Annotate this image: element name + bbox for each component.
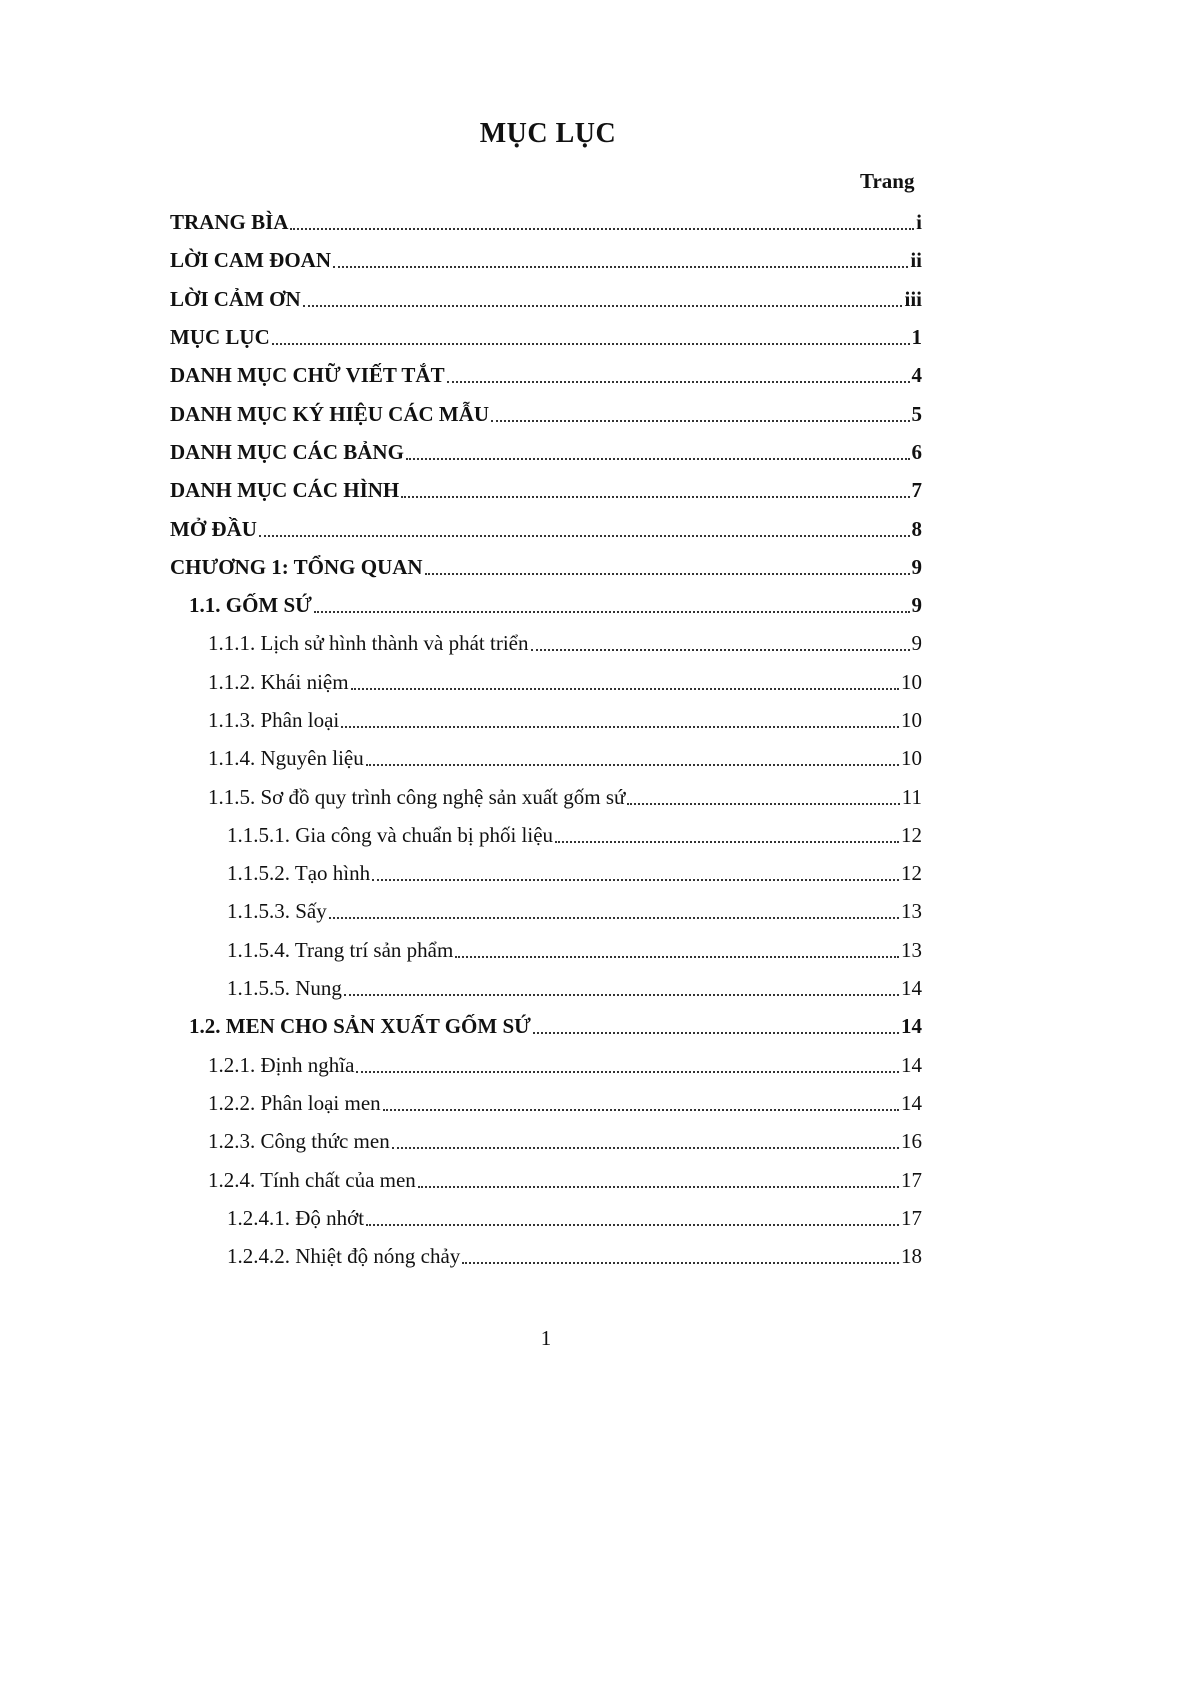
toc-entry-page: 4 — [911, 363, 922, 388]
toc-dot-leader — [351, 688, 899, 690]
toc-entry-page: 6 — [911, 439, 922, 464]
toc-entry-page: 8 — [911, 516, 922, 541]
toc-entry — [0, 624, 922, 662]
toc-entry-label: 1.2.1. Định nghĩa — [208, 1052, 355, 1077]
page-title: MỤC LỤC — [479, 118, 617, 149]
toc-entry — [0, 471, 922, 509]
toc-entry — [0, 739, 922, 777]
toc-entry-page: 13 — [901, 937, 922, 962]
toc-entry-page: iii — [904, 286, 922, 311]
toc-entry-page: 10 — [901, 708, 922, 732]
toc-entry-page: 12 — [901, 861, 922, 886]
toc-entry-page: 12 — [901, 822, 922, 847]
toc-entry-label: LỜI CẢM ƠN — [170, 286, 301, 311]
toc-dot-leader — [341, 726, 899, 728]
toc-entry — [0, 1160, 922, 1198]
toc-dot-leader — [303, 305, 903, 307]
toc-entry — [0, 854, 922, 892]
page-number: 1 — [540, 1326, 552, 1350]
toc-dot-leader — [259, 535, 910, 537]
toc-entry-page: 14 — [901, 1090, 922, 1115]
toc-entry — [0, 318, 922, 356]
toc-entry-label: 1.1.5.2. Tạo hình — [227, 861, 371, 886]
toc-entry-page: ii — [910, 248, 922, 273]
toc-entry-page: 9 — [911, 593, 922, 618]
toc-dot-leader — [401, 496, 909, 498]
toc-entry-page: 5 — [911, 401, 922, 426]
toc-entry-label: 1.1.5.4. Trang trí sản phẩm — [227, 937, 454, 962]
toc-entry — [0, 548, 922, 586]
toc-entry-page: 10 — [901, 669, 922, 694]
toc-entry — [0, 241, 922, 279]
toc-dot-leader — [447, 381, 910, 383]
toc-entry — [0, 433, 922, 471]
toc-entry — [0, 969, 922, 1007]
toc-dot-leader — [366, 764, 899, 766]
toc-entry-page: 16 — [901, 1129, 922, 1154]
toc-dot-leader — [555, 841, 899, 843]
toc-entry-page: 13 — [901, 899, 922, 924]
toc-entry-label: DANH MỤC CÁC BẢNG — [170, 439, 404, 464]
toc-entry — [0, 1122, 922, 1160]
toc-entry-label: 1.2.3. Công thức men — [208, 1129, 390, 1154]
toc-entry-page: 9 — [911, 631, 922, 656]
toc-entry — [0, 586, 922, 624]
toc-entry — [0, 509, 922, 547]
toc-entry-label: 1.1.1. Lịch sử hình thành và phát triển — [208, 631, 529, 656]
toc-entry-page: 17 — [901, 1167, 922, 1192]
toc-dot-leader — [627, 803, 899, 805]
toc-entry — [0, 280, 922, 318]
toc-entry-label: MỤC LỤC — [170, 325, 270, 350]
toc-dot-leader — [533, 1032, 899, 1034]
toc-entry — [0, 892, 922, 930]
toc-dot-leader — [425, 573, 910, 575]
toc-entry-page: i — [916, 210, 922, 235]
toc-entry-page: 9 — [911, 554, 922, 579]
toc-entry-label: CHƯƠNG 1: TỔNG QUAN — [170, 554, 423, 579]
toc-entry-label: 1.1.3. Phân loại — [208, 708, 340, 732]
toc-dot-leader — [333, 266, 908, 268]
toc-entry-page: 11 — [901, 784, 922, 809]
toc-dot-leader — [372, 879, 899, 881]
toc-entry — [0, 394, 922, 432]
toc-entry-label: 1.2.2. Phân loại men — [208, 1090, 381, 1115]
toc-entry-label: LỜI CAM ĐOAN — [170, 248, 331, 273]
toc-dot-leader — [314, 611, 910, 613]
toc-entry-label: DANH MỤC CHỮ VIẾT TẮT — [170, 363, 445, 388]
toc-dot-leader — [418, 1186, 899, 1188]
toc-entry-page: 14 — [901, 976, 922, 1001]
toc-dot-leader — [272, 343, 910, 345]
toc-entry-page: 14 — [901, 1014, 922, 1039]
toc-entry — [0, 1199, 922, 1237]
toc-entry — [0, 1007, 922, 1045]
toc-dot-leader — [344, 994, 899, 996]
toc-entry — [0, 1046, 922, 1084]
toc-entry-page: 14 — [901, 1052, 922, 1077]
toc-entry-label: 1.1.2. Khái niệm — [208, 669, 349, 694]
toc-entry-label: TRANG BÌA — [170, 210, 289, 235]
table-of-contents — [0, 203, 1192, 1275]
toc-entry-label: 1.2. MEN CHO SẢN XUẤT GỐM SỨ — [189, 1014, 531, 1039]
toc-dot-leader — [356, 1071, 899, 1073]
toc-dot-leader — [455, 956, 899, 958]
toc-entry-label: DANH MỤC KÝ HIỆU CÁC MẪU — [170, 401, 490, 426]
toc-entry — [0, 203, 922, 241]
toc-entry — [0, 777, 922, 815]
toc-entry-label: 1.1.5.3. Sấy — [227, 899, 327, 924]
toc-dot-leader — [406, 458, 910, 460]
toc-entry-page: 7 — [911, 478, 922, 503]
toc-entry-page: 1 — [911, 325, 922, 350]
toc-dot-leader — [392, 1147, 899, 1149]
toc-entry-label: DANH MỤC CÁC HÌNH — [170, 478, 400, 503]
toc-entry — [0, 356, 922, 394]
toc-entry — [0, 816, 922, 854]
toc-entry-page: 18 — [901, 1244, 922, 1269]
toc-entry-label: MỞ ĐẦU — [170, 516, 257, 541]
toc-entry — [0, 1084, 922, 1122]
toc-entry-label: 1.1. GỐM SỨ — [189, 593, 312, 618]
toc-dot-leader — [491, 420, 909, 422]
toc-entry-page: 10 — [901, 746, 922, 771]
toc-entry — [0, 663, 922, 701]
toc-dot-leader — [462, 1262, 899, 1264]
toc-entry-label: 1.2.4.2. Nhiệt độ nóng chảy — [227, 1244, 461, 1269]
toc-entry-label: 1.1.5.5. Nung — [227, 976, 342, 1001]
toc-entry-label: 1.1.5. Sơ đồ quy trình công nghệ sản xuất gốm sứ — [208, 784, 626, 809]
toc-dot-leader — [383, 1109, 899, 1111]
toc-dot-leader — [531, 649, 910, 651]
toc-entry-label: 1.1.4. Nguyên liệu — [208, 746, 364, 771]
toc-entry-label: 1.2.4.1. Độ nhớt — [227, 1205, 365, 1230]
toc-entry-label: 1.1.5.1. Gia công và chuẩn bị phối liệu — [227, 822, 554, 847]
toc-entry — [0, 931, 922, 969]
toc-entry-label: 1.2.4. Tính chất của men — [208, 1167, 416, 1192]
toc-entry — [0, 1237, 922, 1275]
toc-dot-leader — [366, 1224, 899, 1226]
toc-dot-leader — [290, 228, 914, 230]
toc-entry — [0, 701, 922, 739]
page-column-label: Trang — [860, 169, 915, 193]
toc-entry-page: 17 — [901, 1205, 922, 1230]
toc-dot-leader — [329, 917, 899, 919]
